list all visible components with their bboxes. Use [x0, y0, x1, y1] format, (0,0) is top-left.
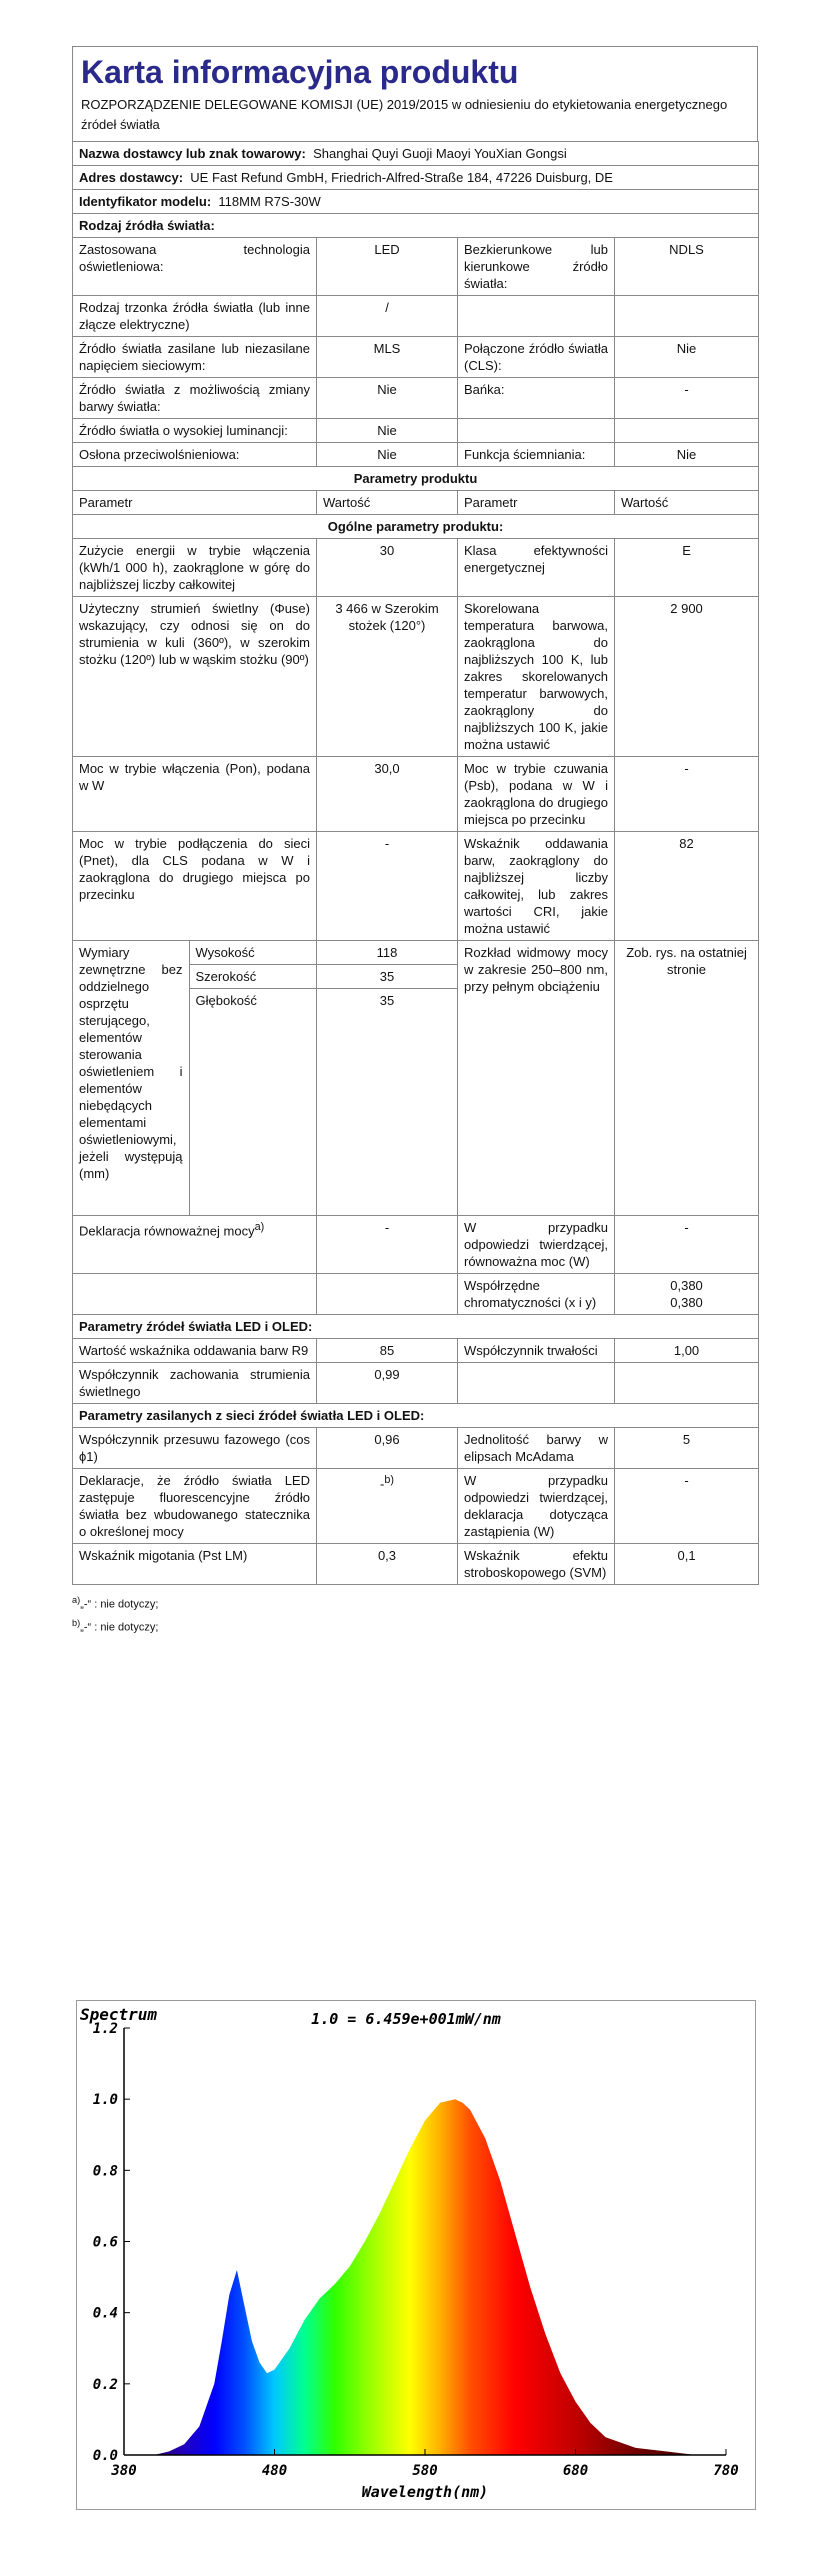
- product-sheet: [72, 46, 758, 1636]
- source-param-2: Bańka:: [458, 378, 615, 419]
- source-param: Osłona przeciwolśnieniowa:: [73, 443, 317, 467]
- info-table: [72, 141, 759, 1585]
- address-row: [73, 166, 759, 190]
- general-value-2: E: [615, 539, 759, 597]
- mains-rows: [73, 1428, 759, 1585]
- address-label: Adres dostawcy:: [79, 170, 184, 185]
- mains-value-text: 0,96: [374, 1432, 400, 1447]
- general-param: Użyteczny strumień świetlny (Φuse) wskazujący, czy odnosi się on do strumienia w kuli (360º), w szerokim stożku (120º) lub w wąskim stożku (90º): [73, 597, 317, 757]
- mains-param-2: W przypadku odpowiedzi twierdzącej, deklaracja dotycząca zastąpienia (W): [458, 1469, 615, 1544]
- general-rows: [73, 539, 759, 941]
- source-value-2: Nie: [615, 337, 759, 378]
- mains-value: [317, 1469, 458, 1544]
- model-label: Identyfikator modelu:: [79, 194, 212, 209]
- general-value-2: 82: [615, 832, 759, 941]
- col-param-2: Parametr: [458, 491, 615, 515]
- general-param: Zużycie energii w trybie włączenia (kWh/1 000 h), zaokrąglone w górę do najbliższej liczby całkowitej: [73, 539, 317, 597]
- regulation-text: ROZPORZĄDZENIE DELEGOWANE KOMISJI (UE) 2019/2015 w odniesieniu do etykietowania energetycznego źródeł światła: [81, 97, 728, 132]
- supplier-label: Nazwa dostawcy lub znak towarowy:: [79, 146, 306, 161]
- y-tick-label: 0.8: [92, 2163, 118, 2180]
- mains-header-row: [73, 1404, 759, 1428]
- source-value: [317, 378, 458, 419]
- source-value-text: MLS: [373, 341, 401, 356]
- width-label: Szerokość: [189, 965, 316, 989]
- equiv-power-label: Deklaracja równoważnej mocy: [79, 1223, 255, 1239]
- source-value-text: LED: [374, 242, 400, 257]
- source-param-2: [458, 419, 615, 443]
- mains-row: [73, 1428, 759, 1469]
- general-value: [317, 757, 458, 832]
- width-value: 35: [317, 965, 457, 989]
- source-type-header: Rodzaj źródła światła:: [73, 214, 759, 238]
- source-param: Zastosowana technologia oświetleniowa:: [73, 238, 317, 296]
- mains-row: [73, 1469, 759, 1544]
- general-row: [73, 539, 759, 597]
- supplier-row: [73, 142, 759, 166]
- equiv-power-watt-label: W przypadku odpowiedzi twierdzącej, równoważna moc (W): [458, 1216, 615, 1274]
- source-param-2: Funkcja ściemniania:: [458, 443, 615, 467]
- source-value-text: Nie: [377, 382, 397, 397]
- led-value-2: 1,00: [615, 1339, 759, 1363]
- chromaticity-y: 0,380: [670, 1295, 703, 1310]
- source-param: Źródło światła z możliwością zmiany barwy światła:: [73, 378, 317, 419]
- source-type-header-row: [73, 214, 759, 238]
- source-param-2: Bezkierunkowe lub kierunkowe źródło światła:: [458, 238, 615, 296]
- y-tick-label: 0.4: [92, 2305, 118, 2322]
- equiv-power-footnote-mark: a): [254, 1221, 265, 1233]
- y-tick-label: 1.0: [92, 2092, 118, 2109]
- led-param: Współczynnik zachowania strumienia świetlnego: [73, 1363, 317, 1404]
- footnote-a-mark: a): [72, 1595, 81, 1605]
- source-param: Źródło światła o wysokiej luminancji:: [73, 419, 317, 443]
- general-value-text: 30: [379, 543, 395, 558]
- source-value-2: [615, 296, 759, 337]
- chart-subtitle: 1.0 = 6.459e+001mW/nm: [311, 2010, 501, 2028]
- mains-row: [73, 1544, 759, 1585]
- column-header-row: [73, 491, 759, 515]
- equiv-power-value: -: [317, 1216, 458, 1274]
- x-tick-label: 780: [713, 2463, 739, 2479]
- general-header: Ogólne parametry produktu:: [73, 515, 759, 539]
- mains-value-text: 0,3: [377, 1548, 397, 1563]
- footnote-b-text: „-“ : nie dotyczy;: [80, 1621, 159, 1634]
- led-value-text: 0,99: [374, 1367, 400, 1382]
- depth-label: Głębokość: [195, 993, 257, 1008]
- led-value-text: 85: [379, 1343, 395, 1358]
- chart-title: Spectrum: [80, 2005, 158, 2024]
- mains-value: [317, 1428, 458, 1469]
- product-params-header-row: [73, 467, 759, 491]
- general-value: [317, 597, 458, 757]
- y-tick-label: 0.0: [92, 2448, 118, 2464]
- source-value-text: /: [385, 300, 389, 315]
- source-row: [73, 419, 759, 443]
- mains-value-2: -: [615, 1469, 759, 1544]
- source-row: [73, 296, 759, 337]
- header: [72, 46, 758, 141]
- chromaticity-label: Współrzędne chromatyczności (x i y): [458, 1274, 615, 1315]
- general-value-2: 2 900: [615, 597, 759, 757]
- source-value-2: Nie: [615, 443, 759, 467]
- source-row: [73, 443, 759, 467]
- source-value: [317, 238, 458, 296]
- source-value: [317, 296, 458, 337]
- led-header: Parametry źródeł światła LED i OLED:: [73, 1315, 759, 1339]
- equiv-power-watt-value: -: [615, 1216, 759, 1274]
- mains-value-text: -: [380, 1476, 385, 1492]
- y-tick-label: 0.2: [92, 2376, 118, 2393]
- source-value: [317, 443, 458, 467]
- source-value-2: [615, 419, 759, 443]
- source-value-2: NDLS: [615, 238, 759, 296]
- y-tick-label: 0.6: [92, 2234, 118, 2251]
- mains-header: Parametry zasilanych z sieci źródeł światła LED i OLED:: [73, 1404, 759, 1428]
- height-label: Wysokość: [189, 941, 316, 965]
- mains-param-2: Wskaźnik efektu stroboskopowego (SVM): [458, 1544, 615, 1585]
- mains-footnote-mark: b): [384, 1474, 394, 1486]
- led-row: [73, 1363, 759, 1404]
- equiv-power-row: [73, 1216, 759, 1274]
- model-value: 118MM R7S-30W: [218, 194, 321, 209]
- spectrum-chart: [76, 2000, 756, 2510]
- general-value-text: 30,0: [374, 761, 400, 776]
- page-title: Karta informacyjna produktu: [81, 54, 519, 90]
- mains-param-2: Jednolitość barwy w elipsach McAdama: [458, 1428, 615, 1469]
- x-tick-label: 680: [562, 2463, 589, 2479]
- y-tick-label: 1.2: [92, 2021, 118, 2037]
- x-tick-label: 380: [111, 2463, 137, 2479]
- led-value: [317, 1363, 458, 1404]
- source-value: [317, 337, 458, 378]
- dimensions-label: Wymiary zewnętrzne bez oddzielnego osprzętu sterującego, elementów sterowania oświetleniem i elementów niebędących elementami oświetleniowymi, jeżeli występują (mm): [73, 941, 189, 1215]
- led-row: [73, 1339, 759, 1363]
- source-param: Rodzaj trzonka źródła światła (lub inne złącze elektryczne): [73, 296, 317, 337]
- led-value: [317, 1339, 458, 1363]
- dimensions-row: [73, 941, 759, 1216]
- general-value-text: -: [384, 836, 390, 851]
- general-param-2: Skorelowana temperatura barwowa, zaokrąglona do najbliższych 100 K, lub zakres skorelowanych temperatur barwowych, zaokrąglony do najbliższych 100 K, jakie można ustawić: [458, 597, 615, 757]
- spectral-label: Rozkład widmowy mocy w zakresie 250–800 nm, przy pełnym obciążeniu: [458, 941, 615, 1216]
- led-header-row: [73, 1315, 759, 1339]
- general-row: [73, 757, 759, 832]
- mains-value: [317, 1544, 458, 1585]
- general-row: [73, 832, 759, 941]
- x-tick-label: 580: [412, 2463, 438, 2479]
- general-value-2: -: [615, 757, 759, 832]
- source-type-rows: [73, 238, 759, 467]
- general-header-row: [73, 515, 759, 539]
- general-param-2: Wskaźnik oddawania barw, zaokrąglony do najbliższej liczby całkowitej, lub zakres wartości CRI, jakie można ustawić: [458, 832, 615, 941]
- spectral-value: Zob. rys. na ostatniej stronie: [615, 941, 759, 1216]
- led-param-2: Współczynnik trwałości: [458, 1339, 615, 1363]
- general-value-text: 3 466 w Szerokim stożek (120°): [335, 601, 439, 633]
- col-value-1: Wartość: [317, 491, 458, 515]
- source-row: [73, 337, 759, 378]
- mains-param: Współczynnik przesuwu fazowego (cos ϕ1): [73, 1428, 317, 1469]
- depth-value: 35: [379, 993, 395, 1008]
- address-value: UE Fast Refund GmbH, Friedrich-Alfred-Straße 184, 47226 Duisburg, DE: [190, 170, 613, 185]
- source-param-2: Połączone źródło światła (CLS):: [458, 337, 615, 378]
- general-value: [317, 832, 458, 941]
- source-row: [73, 238, 759, 296]
- led-param: Wartość wskaźnika oddawania barw R9: [73, 1339, 317, 1363]
- mains-param: Deklaracje, że źródło światła LED zastępuje fluorescencyjne źródło światła bez wbudowanego statecznika o określonej mocy: [73, 1469, 317, 1544]
- footnote-b-mark: b): [72, 1617, 81, 1628]
- general-param: Moc w trybie włączenia (Pon), podana w W: [73, 757, 317, 832]
- general-param-2: Klasa efektywności energetycznej: [458, 539, 615, 597]
- source-value-2: -: [615, 378, 759, 419]
- led-value-2: [615, 1363, 759, 1404]
- product-params-header: Parametry produktu: [73, 467, 759, 491]
- model-row: [73, 190, 759, 214]
- mains-value-2: 0,1: [615, 1544, 759, 1585]
- general-param: Moc w trybie podłączenia do sieci (Pnet), dla CLS podana w W i zaokrąglona do drugiego miejsca po przecinku: [73, 832, 317, 941]
- footnote-b: [72, 1614, 758, 1637]
- chromaticity-row: [73, 1274, 759, 1315]
- x-axis-label: Wavelength(nm): [361, 2483, 489, 2501]
- source-row: [73, 378, 759, 419]
- source-param-2: [458, 296, 615, 337]
- mains-value-2: 5: [615, 1428, 759, 1469]
- led-param-2: [458, 1363, 615, 1404]
- footnote-a-text: „-“ : nie dotyczy;: [80, 1598, 159, 1611]
- supplier-value: Shanghai Quyi Guoji Maoyi YouXian Gongsi: [313, 146, 567, 161]
- general-param-2: Moc w trybie czuwania (Psb), podana w W i zaokrąglona do drugiego miejsca po przecinku: [458, 757, 615, 832]
- footnote-a: [72, 1591, 758, 1614]
- col-param-1: Parametr: [73, 491, 317, 515]
- height-value: 118: [317, 941, 457, 965]
- x-tick-label: 480: [261, 2463, 288, 2479]
- source-value-text: Nie: [377, 423, 397, 438]
- general-value: [317, 539, 458, 597]
- source-value: [317, 419, 458, 443]
- general-row: [73, 597, 759, 757]
- col-value-2: Wartość: [615, 491, 759, 515]
- mains-param: Wskaźnik migotania (Pst LM): [73, 1544, 317, 1585]
- footnotes: [72, 1591, 758, 1636]
- chromaticity-x: 0,380: [670, 1278, 703, 1293]
- led-rows: [73, 1339, 759, 1404]
- source-param: Źródło światła zasilane lub niezasilane napięciem sieciowym:: [73, 337, 317, 378]
- source-value-text: Nie: [377, 447, 397, 462]
